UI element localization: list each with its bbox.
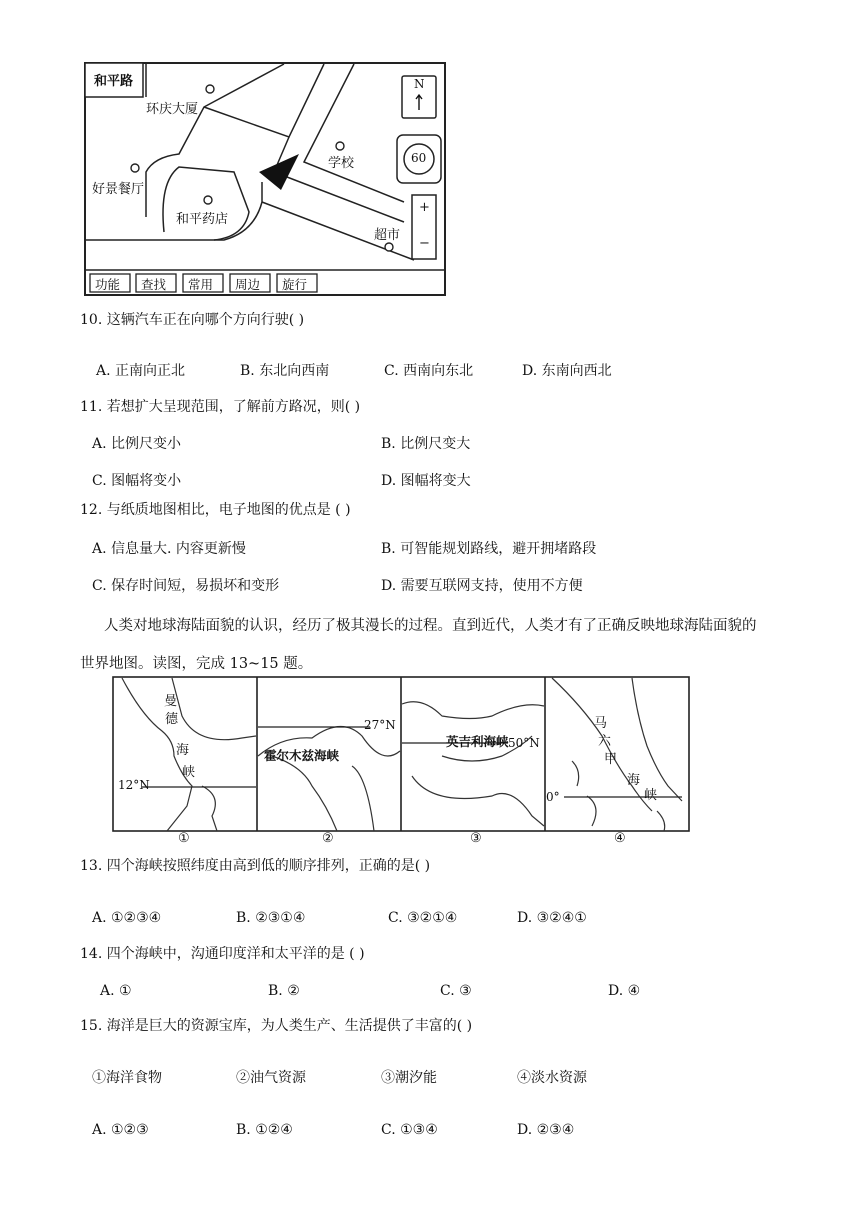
question-11-option-a[interactable]: A. 比例尺变小: [92, 436, 182, 452]
strait-1-name-char: 曼: [164, 694, 178, 709]
place-label-huanqing-tower: 环庆大厦: [146, 102, 199, 117]
question-15-option-a[interactable]: A. ①②③: [92, 1122, 149, 1138]
strait-4-name-char: 马: [594, 716, 608, 731]
question-11-option-c[interactable]: C. 图幅将变小: [92, 473, 182, 489]
map-button-travel[interactable]: 旋行: [282, 277, 308, 292]
question-15-option-d[interactable]: D. ②③④: [517, 1122, 575, 1138]
strait-1-number: ①: [178, 831, 190, 846]
question-13-option-b[interactable]: B. ②③①④: [236, 910, 306, 926]
question-15-item-1: ①海洋食物: [92, 1070, 162, 1086]
question-14-option-d[interactable]: D. ④: [608, 983, 641, 999]
strait-1-name-char: 峡: [182, 765, 196, 780]
question-14-option-b[interactable]: B. ②: [268, 983, 300, 999]
question-12-option-d[interactable]: D. 需要互联网支持，使用不方便: [381, 578, 583, 594]
strait-3-latitude: 50°N: [508, 736, 540, 750]
strait-3-number: ③: [470, 831, 482, 846]
strait-4-name-char: 甲: [604, 752, 618, 767]
question-14-option-c[interactable]: C. ③: [440, 983, 472, 999]
question-14-stem: 14. 四个海峡中，沟通印度洋和太平洋的是 ( ): [80, 946, 365, 962]
strait-4-latitude: 0°: [546, 790, 560, 804]
question-10-stem: 10. 这辆汽车正在向哪个方向行驶( ): [80, 312, 305, 328]
question-11-option-d[interactable]: D. 图幅将变大: [381, 473, 471, 489]
place-label-hepinglu: 和平路: [94, 74, 134, 89]
intro-line-2: 世界地图。读图，完成 13~15 题。: [80, 656, 313, 672]
map-button-function[interactable]: 功能: [95, 277, 121, 292]
strait-4-number: ④: [614, 831, 626, 846]
question-10-option-d[interactable]: D. 东南向西北: [522, 363, 612, 379]
question-15-item-2: ②油气资源: [236, 1070, 306, 1086]
strait-1-latitude: 12°N: [118, 778, 150, 792]
place-label-pharmacy: 和平药店: [176, 212, 229, 227]
compass-north-label: N: [414, 77, 425, 91]
speed-limit-value: 60: [411, 151, 427, 165]
strait-4-name-char: 峡: [644, 788, 658, 803]
straits-figure: [112, 676, 690, 846]
navigation-map: [84, 62, 446, 296]
question-10-option-c[interactable]: C. 西南向东北: [384, 363, 474, 379]
question-14-option-a[interactable]: A. ①: [100, 983, 132, 999]
question-12-option-b[interactable]: B. 可智能规划路线，避开拥堵路段: [381, 541, 597, 557]
question-10-option-b[interactable]: B. 东北向西南: [240, 363, 330, 379]
place-label-school: 学校: [328, 156, 355, 171]
strait-1-name-char: 德: [165, 712, 179, 727]
question-11-stem: 11. 若想扩大呈现范围，了解前方路况，则( ): [80, 399, 361, 415]
strait-3-name: 英吉利海峡: [446, 734, 509, 749]
intro-line-1: 人类对地球海陆面貌的认识，经历了极其漫长的过程。直到近代，人类才有了正确反映地球海陆面貌的: [104, 618, 757, 634]
strait-4-name-char: 海: [627, 773, 641, 788]
place-label-haojing-restaurant: 好景餐厅: [92, 182, 145, 197]
question-12-stem: 12. 与纸质地图相比，电子地图的优点是 ( ): [80, 502, 351, 518]
strait-2-latitude: 27°N: [364, 718, 396, 732]
question-15-item-3: ③潮汐能: [381, 1070, 437, 1086]
question-12-option-a[interactable]: A. 信息量大. 内容更新慢: [92, 541, 246, 557]
strait-4-name-char: 六: [598, 734, 612, 749]
question-13-option-a[interactable]: A. ①②③④: [92, 910, 162, 926]
question-15-option-c[interactable]: C. ①③④: [381, 1122, 438, 1138]
zoom-in-button[interactable]: +: [419, 200, 430, 215]
strait-1-name-char: 海: [176, 743, 190, 758]
question-13-option-c[interactable]: C. ③②①④: [388, 910, 458, 926]
question-10-option-a[interactable]: A. 正南向正北: [96, 363, 186, 379]
question-15-item-4: ④淡水资源: [517, 1070, 587, 1086]
map-button-nearby[interactable]: 周边: [235, 277, 261, 292]
place-label-supermarket: 超市: [374, 228, 401, 243]
question-15-option-b[interactable]: B. ①②④: [236, 1122, 293, 1138]
question-15-stem: 15. 海洋是巨大的资源宝库，为人类生产、生活提供了丰富的( ): [80, 1018, 473, 1034]
question-13-stem: 13. 四个海峡按照纬度由高到低的顺序排列，正确的是( ): [80, 858, 431, 874]
map-button-common[interactable]: 常用: [188, 277, 214, 292]
strait-2-name: 霍尔木兹海峡: [264, 748, 340, 763]
question-13-option-d[interactable]: D. ③②④①: [517, 910, 587, 926]
strait-2-number: ②: [322, 831, 334, 846]
question-11-option-b[interactable]: B. 比例尺变大: [381, 436, 471, 452]
map-button-search[interactable]: 查找: [141, 277, 167, 292]
zoom-out-button[interactable]: −: [419, 236, 430, 251]
question-12-option-c[interactable]: C. 保存时间短，易损坏和变形: [92, 578, 280, 594]
